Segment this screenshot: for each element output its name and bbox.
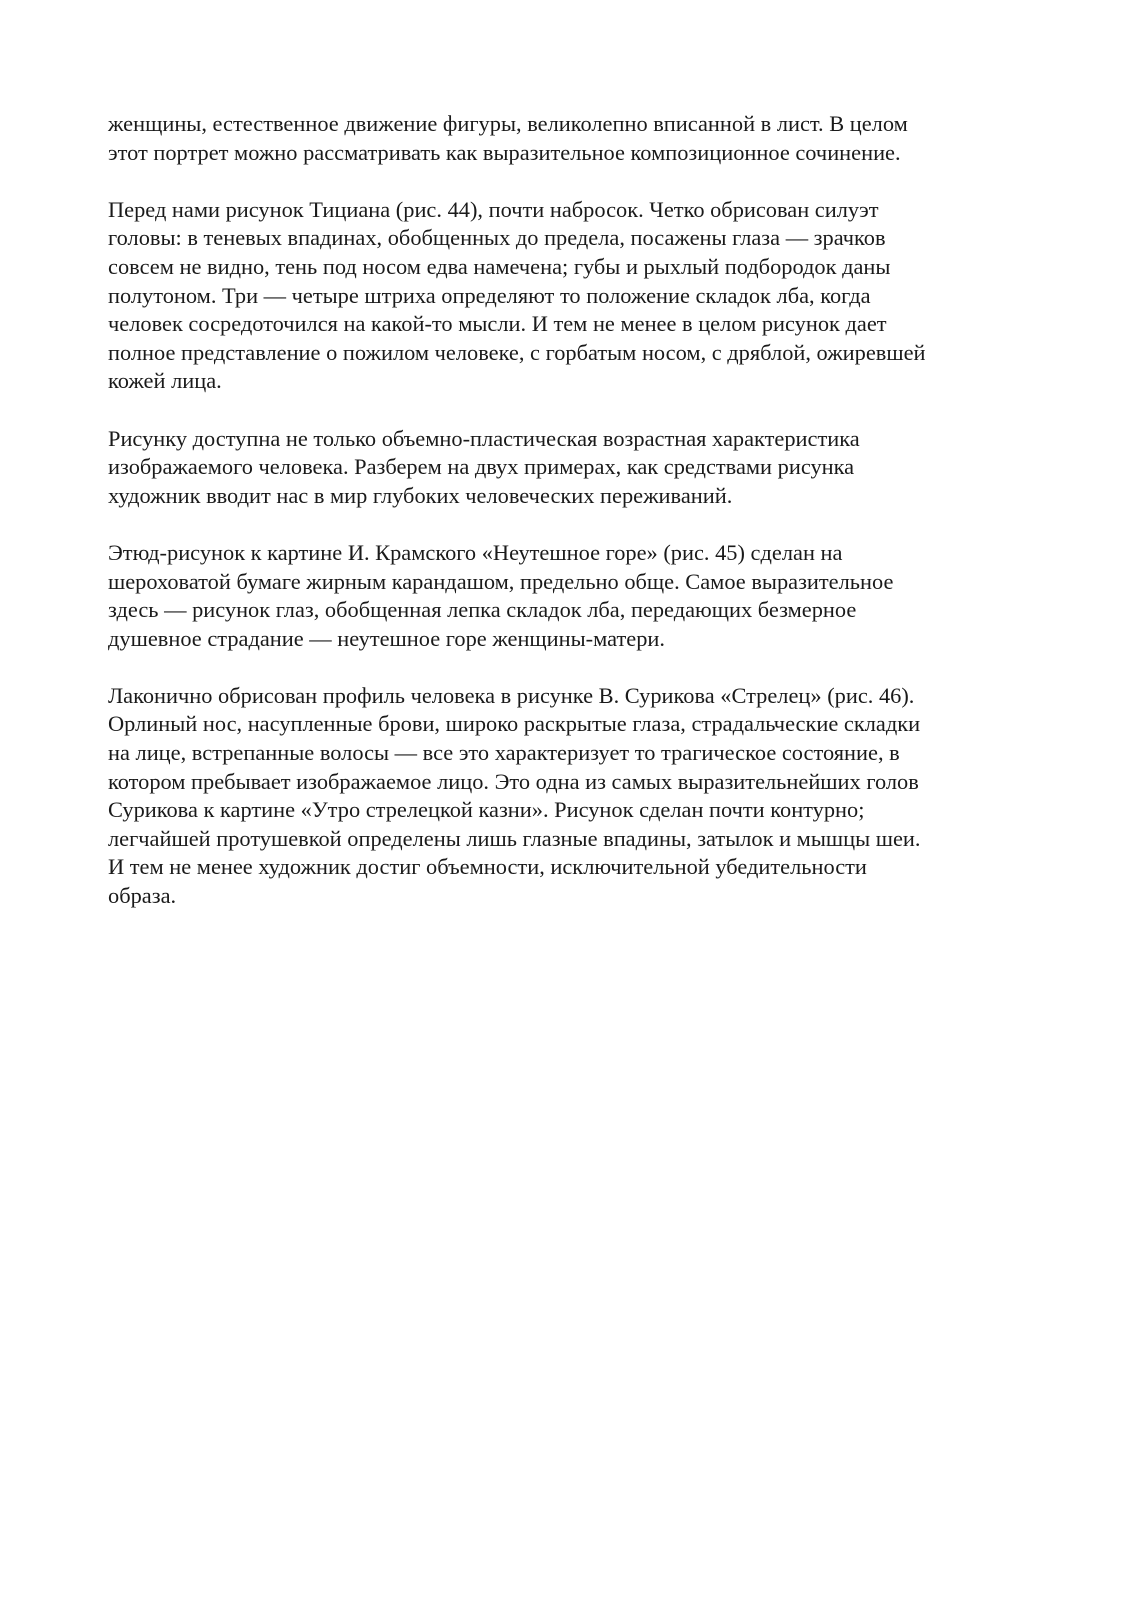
paragraph-2: [108, 196, 1033, 396]
text-line: котором пребывает изображаемое лицо. Это одна из самых выразительнейших голов: [108, 768, 919, 794]
text-line: головы: в теневых впадинах, обобщенных до предела, посажены глаза — зрачков: [108, 225, 886, 251]
paragraph-3: [108, 425, 1033, 511]
text-line: изображаемого человека. Разберем на двух примерах, как средствами рисунка: [108, 454, 855, 480]
paragraph-1: [108, 110, 1033, 167]
text-line: образа.: [108, 883, 177, 909]
text-line: И тем не менее художник достиг объемности, исключительной убедительности: [108, 854, 867, 880]
paragraph-5: [108, 682, 1033, 911]
text-line: на лице, встрепанные волосы — все это характеризует то трагическое состояние, в: [108, 740, 900, 766]
text-line: Перед нами рисунок Тициана (рис. 44), почти набросок. Четко обрисован силуэт: [108, 196, 879, 222]
text-line: человек сосредоточился на какой-то мысли. И тем не менее в целом рисунок дает: [108, 311, 887, 337]
text-line: кожей лица.: [108, 368, 222, 394]
text-line: легчайшей протушевкой определены лишь глазные впадины, затылок и мышцы шеи.: [108, 825, 921, 851]
text-line: здесь — рисунок глаз, обобщенная лепка складок лба, передающих безмерное: [108, 597, 857, 623]
text-line: Сурикова к картине «Утро стрелецкой казни». Рисунок сделан почти контурно;: [108, 797, 865, 823]
text-line: этот портрет можно рассматривать как выразительное композиционное сочинение.: [108, 139, 901, 165]
text-line: женщины, естественное движение фигуры, великолепно вписанной в лист. В целом: [108, 111, 908, 136]
paragraph-4: [108, 539, 1033, 653]
text-line: Орлиный нос, насупленные брови, широко раскрытые глаза, страдальческие складки: [108, 711, 921, 737]
text-line: полутоном. Три — четыре штриха определяют то положение складок лба, когда: [108, 282, 871, 308]
text-line: душевное страдание — неутешное горе женщины-матери.: [108, 625, 666, 651]
text-line: художник вводит нас в мир глубоких человеческих переживаний.: [108, 482, 733, 508]
text-line: Лаконично обрисован профиль человека в рисунке В. Сурикова «Стрелец» (рис. 46).: [108, 682, 915, 708]
text-body: [108, 110, 1033, 939]
text-line: Рисунку доступна не только объемно-пластическая возрастная характеристика: [108, 425, 860, 451]
text-line: Этюд-рисунок к картине И. Крамского «Неутешное горе» (рис. 45) сделан на: [108, 539, 843, 565]
text-line: шероховатой бумаге жирным карандашом, предельно обще. Самое выразительное: [108, 568, 894, 594]
text-line: полное представление о пожилом человеке, с горбатым носом, с дряблой, ожиревшей: [108, 339, 926, 365]
text-line: совсем не видно, тень под носом едва намечена; губы и рыхлый подбородок даны: [108, 253, 891, 279]
